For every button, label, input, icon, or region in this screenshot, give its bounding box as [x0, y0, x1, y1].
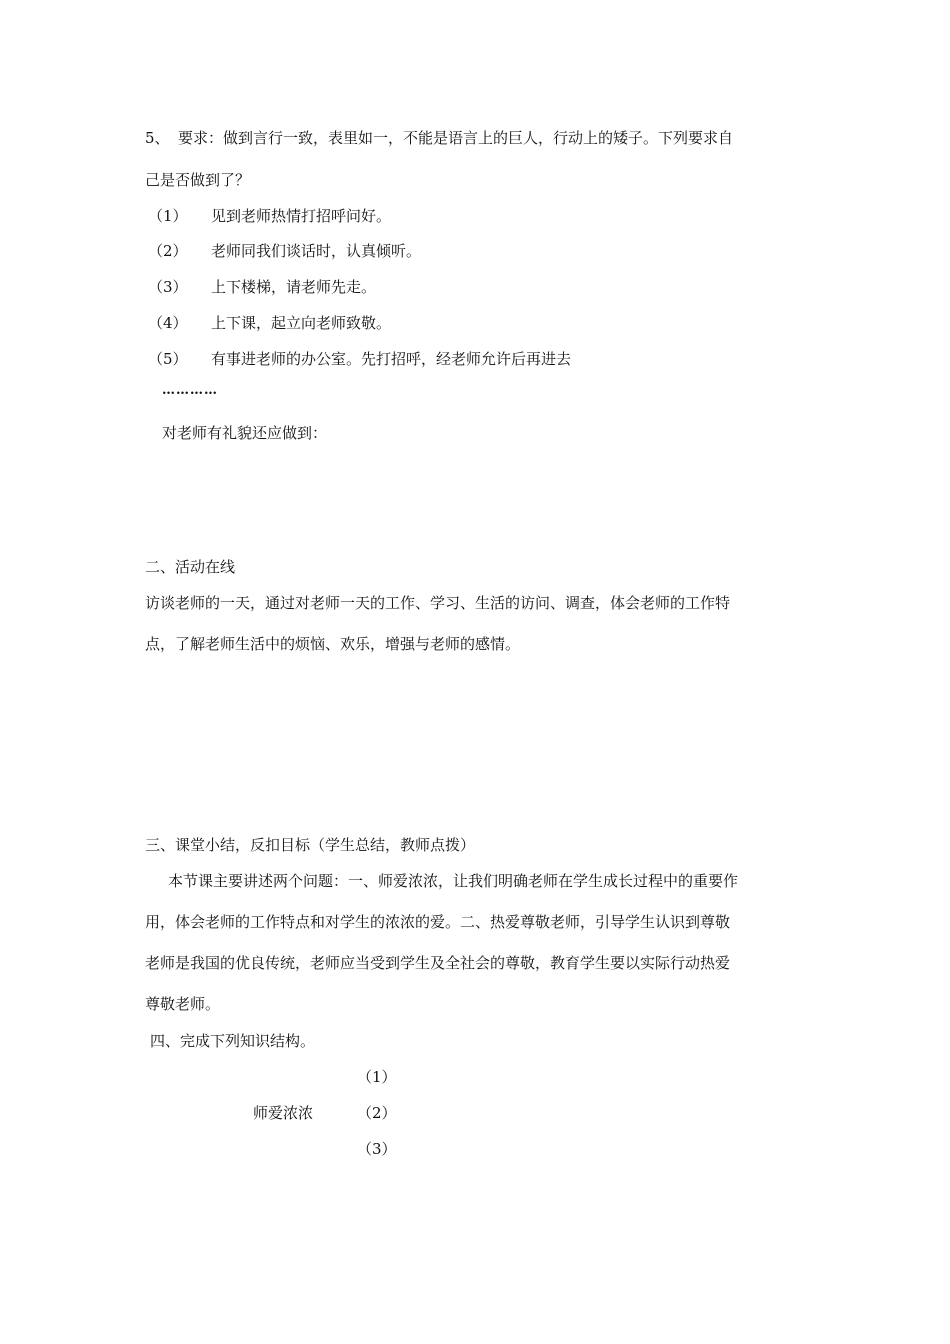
summary-paragraph-line-2: 用，体会老师的工作特点和对学生的浓浓的爱。二、热爱尊敬老师，引导学生认识到尊敬: [145, 913, 731, 931]
structure-topic: 师爱浓浓: [253, 1104, 314, 1122]
structure-slot: （3）: [357, 1140, 397, 1158]
list-item-text: 上下课，起立向老师致敬。: [211, 314, 392, 332]
list-item-number: （2）: [148, 242, 188, 260]
summary-paragraph-line-3: 老师是我国的优良传统，老师应当受到学生及全社会的尊敬，教育学生要以实际行动热爱: [145, 954, 731, 972]
requirement-line-1: 要求：做到言行一致，表里如一，不能是语言上的巨人，行动上的矮子。下列要求自: [178, 129, 734, 147]
courtesy-prompt: 对老师有礼貌还应做到：: [162, 424, 328, 442]
section-heading-summary: 三、课堂小结，反扣目标（学生总结，教师点拨）: [145, 836, 476, 854]
structure-slot: （1）: [357, 1068, 397, 1086]
list-item-text: 见到老师热情打招呼问好。: [211, 207, 392, 225]
structure-slot: （2）: [357, 1104, 397, 1122]
ellipsis: …………: [162, 383, 218, 398]
summary-paragraph-line-4: 尊敬老师。: [145, 995, 221, 1013]
list-item-number: （4）: [148, 314, 188, 332]
item-number: 5、: [145, 129, 170, 147]
list-item-number: （5）: [148, 350, 188, 368]
section-heading-activity: 二、活动在线: [145, 558, 236, 576]
list-item-text: 老师同我们谈话时，认真倾听。: [211, 242, 422, 260]
requirement-line-2: 己是否做到了？: [145, 171, 251, 189]
summary-paragraph-line-1: 本节课主要讲述两个问题：一、师爱浓浓，让我们明确老师在学生成长过程中的重要作: [168, 872, 739, 890]
section-heading-structure: 四、完成下列知识结构。: [150, 1032, 316, 1050]
list-item-number: （1）: [148, 207, 188, 225]
list-item-number: （3）: [148, 278, 188, 296]
activity-paragraph-line-1: 访谈老师的一天，通过对老师一天的工作、学习、生活的访问、调查，体会老师的工作特: [145, 594, 731, 612]
list-item-text: 有事进老师的办公室。先打招呼，经老师允许后再进去: [211, 350, 572, 368]
activity-paragraph-line-2: 点，了解老师生活中的烦恼、欢乐，增强与老师的感情。: [145, 635, 521, 653]
list-item-text: 上下楼梯，请老师先走。: [211, 278, 377, 296]
